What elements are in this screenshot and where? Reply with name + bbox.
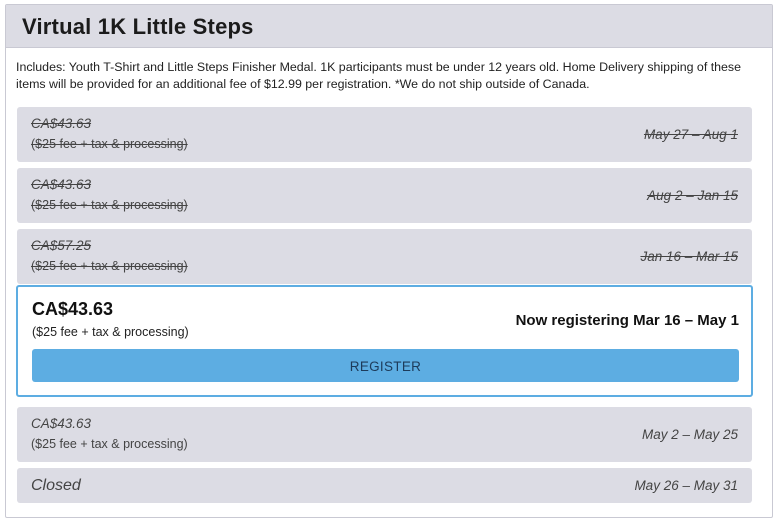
tier-price: CA$43.63 [31, 116, 92, 131]
tier-price: CA$43.63 [31, 177, 92, 192]
tier-fee: ($25 fee + tax & processing) [31, 437, 188, 451]
price-tier-2 [17, 168, 752, 223]
closed-label: Closed [31, 477, 81, 494]
tier-fee: ($25 fee + tax & processing) [31, 137, 188, 151]
tier-dates: May 27 – Aug 1 [643, 127, 738, 142]
price-tier-5 [17, 407, 752, 462]
tier-price: CA$57.25 [31, 238, 92, 253]
active-tier-fee: ($25 fee + tax & processing) [32, 325, 189, 339]
price-tier-1 [17, 107, 752, 162]
tier-fee: ($25 fee + tax & processing) [31, 259, 188, 273]
closed-tier [17, 468, 752, 503]
tier-dates: Jan 16 – Mar 15 [640, 249, 738, 264]
tier-fee: ($25 fee + tax & processing) [31, 198, 188, 212]
card-header [6, 5, 772, 48]
tier-dates: May 2 – May 25 [641, 427, 738, 442]
tier-price: CA$43.63 [31, 416, 92, 431]
active-tier-dates: Now registering Mar 16 – May 1 [515, 312, 739, 329]
event-description: Includes: Youth T-Shirt and Little Steps Finisher Medal. 1K participants must be under 12 years old. Home Delivery shipping of these items will be provided for an additional fee of $12.99 per registration. *We do not ship outside of Canada. [16, 60, 742, 91]
active-price-tier [16, 285, 753, 397]
card-title: Virtual 1K Little Steps [22, 14, 254, 39]
tier-dates: Aug 2 – Jan 15 [647, 188, 738, 203]
active-tier-price: CA$43.63 [32, 299, 114, 319]
tier-dates: May 26 – May 31 [634, 478, 738, 493]
register-button[interactable]: REGISTER [32, 349, 739, 382]
price-tier-3 [17, 229, 752, 284]
